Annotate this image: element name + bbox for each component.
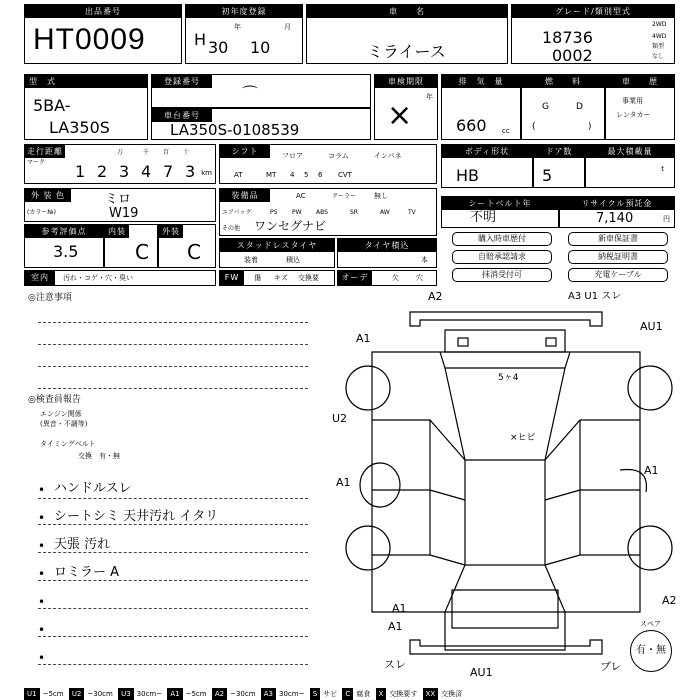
- inspector-belt-opts: 交換 有・無: [78, 452, 120, 460]
- fuel-close: ): [588, 122, 592, 132]
- mileage-unit-juu: 十: [183, 149, 190, 156]
- shift-mt: MT: [266, 171, 277, 179]
- fw-opt-1: 傷: [254, 274, 261, 282]
- shift-4: 4: [290, 171, 295, 179]
- inspector-engine: エンジン関係: [40, 410, 82, 418]
- grade-value-2: 0002: [552, 46, 593, 65]
- equipment-tv: TV: [408, 209, 416, 216]
- bullet: •: [38, 651, 46, 665]
- doors-label: ドア数: [534, 145, 584, 158]
- grade-opt-none: なし: [652, 53, 665, 60]
- equipment-abs: ABS: [316, 209, 328, 216]
- bullet: •: [38, 539, 46, 553]
- diagram-mark: A1: [388, 620, 403, 633]
- doors-value: 5: [542, 166, 553, 185]
- diagram-mark: A1: [336, 476, 351, 489]
- grade-value-1: 18736: [542, 28, 593, 47]
- equipment-ps: PS: [270, 209, 278, 216]
- inspector-belt: タイミングベルト: [40, 440, 96, 448]
- bullet: •: [38, 623, 46, 637]
- body-type-value: HB: [456, 166, 480, 185]
- mileage-digit-3: 3: [119, 162, 130, 181]
- car-name-value: ミライース: [367, 42, 446, 61]
- shift-cvt: CVT: [338, 171, 352, 179]
- legend-key: C: [342, 688, 353, 700]
- spare-label: スペア: [640, 620, 661, 628]
- first-reg-year-unit: 年: [234, 23, 241, 31]
- mileage-unit-man: 万: [117, 149, 124, 156]
- spare-value: 有・無: [636, 645, 666, 656]
- fw-label: FW: [220, 271, 244, 285]
- cabin-label: 室内: [25, 271, 55, 285]
- equipment-label: 装備品: [220, 189, 270, 202]
- model-label: 型 式: [25, 75, 147, 88]
- stud-loaded: 積込: [286, 256, 300, 264]
- exterior-value: C: [187, 240, 201, 264]
- seatbelt-value: 不明: [470, 210, 497, 225]
- color-label: 外 装 色: [25, 189, 71, 202]
- first-reg-label: 初年度登録: [186, 5, 302, 18]
- equipment-sr: SR: [350, 209, 358, 216]
- reg-no-label: 登録番号: [152, 75, 212, 88]
- recycle-label: リサイクル預託金: [560, 197, 674, 210]
- legend-value: 30cm~: [136, 690, 163, 698]
- equipment-airbag: エアバッグ: [222, 209, 252, 216]
- doc-new-warranty: 新車保証書: [568, 232, 668, 246]
- interior-label: 内装: [105, 225, 129, 238]
- tire-label: タイヤ積込: [338, 239, 436, 252]
- diagram-mark: A3 U1 スレ: [568, 291, 622, 302]
- fuel-g: G: [542, 102, 549, 112]
- remark-2: シートシミ 天井汚れ イタリ: [54, 509, 219, 524]
- mileage-digit-4: 4: [141, 162, 152, 181]
- notes-label: ◎注意事項: [28, 293, 72, 303]
- cabin-opts: 汚れ・コゲ・穴・臭い: [63, 274, 133, 282]
- recycle-value: 7,140: [596, 211, 634, 226]
- equipment-other-label: その他: [222, 225, 241, 232]
- history-business: 事業用: [622, 97, 643, 105]
- equipment-other-value: ワンセグナビ: [254, 219, 327, 233]
- diagram-mark: スレ: [384, 658, 406, 671]
- legend-key: U3: [118, 688, 134, 700]
- mileage-marker: マーク: [27, 159, 46, 166]
- mileage-digit-5: 7: [163, 162, 174, 181]
- score-value: 3.5: [53, 242, 79, 261]
- diagram-mark: ×ヒビ: [510, 433, 536, 443]
- first-reg-year: 30: [208, 38, 229, 57]
- equipment-pw: PW: [292, 209, 302, 216]
- fuel-d: D: [576, 102, 583, 112]
- diagram-mark: A2: [662, 594, 677, 607]
- shift-floor: フロア: [282, 152, 303, 160]
- shift-6: 6: [318, 171, 323, 179]
- color-sub: (カラー№): [27, 209, 56, 216]
- body-type-label: ボディ形状: [442, 145, 532, 158]
- equipment-aw: AW: [380, 209, 390, 216]
- legend-value: ~30cm: [230, 690, 256, 698]
- mileage-unit-hyaku: 百: [163, 149, 170, 156]
- grade-opt-2wd: 2WD: [652, 21, 667, 28]
- legend-key: S: [310, 688, 320, 700]
- mileage-unit-sen: 千: [143, 149, 150, 156]
- interior-value: C: [135, 240, 149, 264]
- bullet: •: [38, 567, 46, 581]
- color-value-1: ミロ: [105, 192, 132, 207]
- model-value-2: LA350S: [49, 118, 110, 137]
- inspector-engine-sub: (異音・不調等): [40, 420, 88, 428]
- grade-opt-class: 類型: [652, 43, 665, 50]
- mileage-digit-2: 2: [97, 162, 108, 181]
- inspection-unit: 年: [426, 93, 433, 101]
- equipment-cooler: クーラー: [332, 193, 357, 200]
- shift-label: シフト: [220, 145, 270, 158]
- fuel-label: 燃 料: [522, 75, 604, 88]
- first-reg-era: H: [194, 30, 207, 49]
- legend-value: 30cm~: [279, 690, 305, 698]
- tire-unit: 本: [421, 256, 428, 264]
- shift-5: 5: [304, 171, 309, 179]
- diagram-mark: 5ヶ4: [498, 373, 519, 383]
- displacement-value: 660: [456, 116, 487, 135]
- doc-deregister: 抹消受付可: [452, 268, 552, 282]
- grade-label: グレード/類別型式: [512, 5, 674, 18]
- mileage-km: km: [201, 169, 212, 177]
- history-rental: レンタカー: [616, 111, 651, 119]
- model-value-1: 5BA-: [33, 96, 71, 115]
- bullet: •: [38, 511, 46, 525]
- diagram-mark: A1: [644, 464, 659, 477]
- remark-3: 天張 汚れ: [54, 537, 111, 552]
- equipment-none: 無し: [374, 192, 388, 200]
- legend-value: 交換済: [441, 690, 463, 698]
- equipment-ac: AC: [296, 192, 306, 200]
- legend-key: A3: [261, 688, 276, 700]
- legend-key: U1: [24, 688, 40, 700]
- audio-missing: 欠: [392, 274, 399, 282]
- recycle-unit: 円: [663, 215, 670, 223]
- fuel-open: (: [532, 122, 536, 132]
- bullet: •: [38, 595, 46, 609]
- legend-value: ~5cm: [185, 690, 207, 698]
- doc-purchase-history: 購入時車歴付: [452, 232, 552, 246]
- lot-label: 出品番号: [25, 5, 181, 18]
- diagram-mark: AU1: [640, 320, 663, 333]
- legend-key: A2: [212, 688, 227, 700]
- audio-hole: 穴: [416, 274, 423, 282]
- remark-1: ハンドルスレ: [54, 481, 132, 496]
- chassis-value: LA350S-0108539: [170, 121, 300, 139]
- history-label: 車 歴: [606, 75, 674, 88]
- shift-panel: インパネ: [374, 152, 402, 160]
- doc-charge-cable: 充電ケーブル: [568, 268, 668, 282]
- legend-key: X: [376, 688, 387, 700]
- color-value-2: W19: [109, 206, 139, 221]
- inspection-label: 車検期限: [375, 75, 437, 88]
- remark-4: ロミラー A: [54, 565, 120, 580]
- diagram-mark: A2: [428, 290, 443, 303]
- displacement-unit: cc: [502, 127, 510, 135]
- grade-opt-4wd: 4WD: [652, 33, 667, 40]
- mileage-label: 走行距離: [27, 147, 63, 156]
- legend-value: ~5cm: [42, 690, 64, 698]
- capacity-label: 最大積載量: [586, 145, 674, 158]
- doc-tax-cert: 納税証明書: [568, 250, 668, 264]
- stud-mounted: 装着: [244, 256, 258, 264]
- legend-value: ~30cm: [87, 690, 113, 698]
- legend-key: XX: [423, 688, 439, 700]
- first-reg-month-unit: 月: [284, 23, 291, 31]
- reg-no-value: ⌒: [242, 84, 259, 103]
- doc-liability-request: 自賠承認請求: [452, 250, 552, 264]
- legend-value: サビ: [323, 690, 338, 698]
- seatbelt-label: シートベルト年: [442, 197, 558, 210]
- exterior-label: 外装: [159, 225, 183, 238]
- diagram-mark: U2: [332, 412, 348, 425]
- mileage-digit-1: 1: [75, 162, 86, 181]
- score-label: 参考評価点: [25, 225, 103, 238]
- inspector-label: ◎検査員報告: [28, 395, 81, 405]
- audio-label: オーディオ: [338, 271, 372, 285]
- fw-opt-3: 交換要: [298, 274, 319, 282]
- car-name-label: 車 名: [307, 5, 507, 18]
- shift-column: コラム: [328, 152, 349, 160]
- diagram-mark: ブレ: [600, 660, 622, 673]
- fw-opt-2: キズ: [274, 274, 288, 282]
- diagram-mark: AU1: [470, 666, 493, 679]
- legend-value: 交換要す: [389, 690, 418, 698]
- diagram-mark: A1: [392, 602, 407, 615]
- displacement-label: 排 気 量: [442, 75, 520, 88]
- inspection-value: ×: [387, 98, 413, 133]
- legend-key: A1: [167, 688, 182, 700]
- shift-at: AT: [234, 171, 243, 179]
- bullet: •: [38, 483, 46, 497]
- stud-label: スタッドレスタイヤ: [220, 239, 334, 252]
- legend-key: U2: [69, 688, 85, 700]
- legend-value: 腐食: [356, 690, 371, 698]
- diagram-mark: A1: [356, 332, 371, 345]
- lot-number: HT0009: [33, 23, 146, 56]
- chassis-label: 車台番号: [152, 109, 212, 122]
- mileage-digit-6: 3: [185, 162, 196, 181]
- first-reg-month: 10: [250, 38, 271, 57]
- damage-legend: [24, 688, 675, 700]
- capacity-unit: t: [661, 165, 664, 173]
